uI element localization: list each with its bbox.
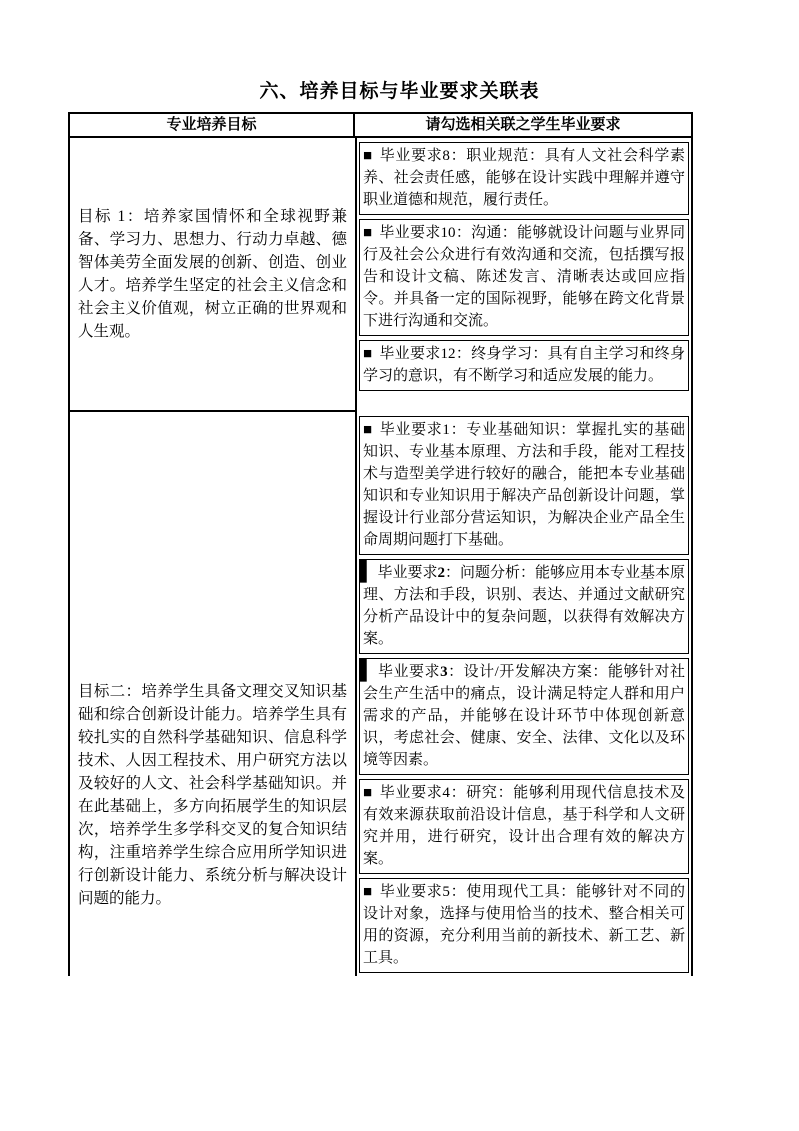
checkbox-filled-icon: ■ — [363, 785, 373, 801]
requirement-number: 1 — [442, 422, 450, 438]
requirement-body: ：问题分析：能够应用本专业基本原理、方法和手段，识别、表达、并通过文献研究分析产品设计中的复杂问题，以获得有效解决方案。 — [363, 565, 685, 647]
checkbox-filled-icon: ■ — [363, 346, 373, 362]
requirement-body: ：沟通：能够就设计问题与业界同行及社会公众进行有效沟通和交流，包括撰写报告和设计文稿、陈述发言、清晰表达或回应指令。并具备一定的国际视野，能够在跨文化背景下进行沟通和交流。 — [363, 225, 685, 329]
objective-2-text: 目标二：培养学生具备文理交叉知识基础和综合创新设计能力。培养学生具有较扎实的自然科学基础知识、信息科学技术、人因工程技术、用户研究方法以及较好的人文、社会科学基础知识。并在此基础上，多方向拓展学生的知识层次，培养学生多学科交叉的复合知识结构，注重培养学生综合应用所学知识进行创新设计能力、系统分析与解决设计问题的能力。 — [78, 683, 347, 907]
table-row-objective-2 — [68, 412, 693, 976]
checkbox-filled-icon: ■ — [363, 225, 373, 241]
requirement-label: 毕业要求 — [377, 565, 438, 581]
requirement-number: 2 — [437, 565, 445, 581]
objective-2-requirements-cell — [357, 412, 693, 976]
requirement-number: 8 — [442, 148, 450, 164]
column-header-objectives: 专业培养目标 — [70, 114, 355, 136]
requirement-body: ：设计/开发解决方案：能够针对社会生产生活中的痛点，设计满足特定人群和用户需求的产品，并能够在设计环节中体现创新意识，考虑社会、健康、安全、法律、文化以及环境等因素。 — [363, 664, 685, 768]
requirement-label: 毕业要求 — [377, 664, 441, 680]
requirement-label: 毕业要求 — [379, 346, 441, 362]
requirement-item-1 — [359, 416, 689, 555]
requirement-item-12 — [359, 340, 689, 391]
checkbox-filled-icon: ■ — [363, 884, 373, 900]
requirement-label: 毕业要求 — [379, 225, 441, 241]
requirement-label: 毕业要求 — [379, 422, 443, 438]
objective-1-text: 目标 1：培养家国情怀和全球视野兼备、学习力、思想力、行动力卓越、德智体美劳全面发展的创新、创造、创业人才。培养学生坚定的社会主义信念和社会主义价值观，树立正确的世界观和人生观。 — [78, 208, 347, 340]
checkbox-filled-icon: ■ — [363, 422, 373, 438]
requirement-item-5 — [359, 878, 689, 973]
requirement-item-4 — [359, 779, 689, 874]
requirement-number: 10 — [440, 225, 456, 241]
requirement-body: ：专业基础知识：掌握扎实的基础知识、专业基本原理、方法和手段，能对工程技术与造型美学进行较好的融合，能把本专业基础知识和专业知识用于解决产品创新设计问题，掌握设计行业部分营运知识，为解决企业产品全生命周期问题打下基础。 — [363, 422, 685, 548]
table-header-row — [68, 112, 693, 138]
checkbox-filled-icon: ▌ — [360, 660, 374, 681]
requirement-body: ：终身学习：具有自主学习和终身学习的意识，有不断学习和适应发展的能力。 — [363, 346, 685, 384]
requirement-body: ：使用现代工具：能够针对不同的设计对象，选择与使用恰当的技术、整合相关可用的资源，充分利用当前的新技术、新工艺、新工具。 — [363, 884, 685, 966]
checkbox-filled-icon: ■ — [363, 148, 373, 164]
objective-1-requirements-cell — [357, 138, 693, 412]
requirement-number: 4 — [442, 785, 450, 801]
objective-2-cell — [70, 412, 357, 976]
requirement-label: 毕业要求 — [379, 785, 443, 801]
requirement-number: 5 — [442, 884, 450, 900]
requirement-item-2 — [359, 559, 689, 654]
requirement-number: 3 — [440, 664, 448, 680]
table-row-objective-1 — [68, 138, 693, 412]
requirement-item-8 — [359, 142, 689, 215]
requirement-body: ：职业规范：具有人文社会科学素养、社会责任感，能够在设计实践中理解并遵守职业道德和规范，履行责任。 — [363, 148, 685, 208]
requirement-label: 毕业要求 — [379, 148, 443, 164]
objective-1-cell — [70, 138, 357, 412]
correlation-table — [68, 112, 693, 976]
requirement-body: ：研究：能够利用现代信息技术及有效来源获取前沿设计信息，基于科学和人文研究并用，进行研究，设计出合理有效的解决方案。 — [363, 785, 685, 867]
requirement-label: 毕业要求 — [379, 884, 443, 900]
requirement-item-3 — [359, 658, 689, 775]
requirement-number: 12 — [440, 346, 456, 362]
column-header-requirements: 请勾选相关联之学生毕业要求 — [425, 117, 621, 133]
checkbox-filled-icon: ▌ — [360, 561, 374, 582]
page-title: 六、培养目标与毕业要求关联表 — [259, 81, 540, 102]
requirement-item-10 — [359, 219, 689, 336]
